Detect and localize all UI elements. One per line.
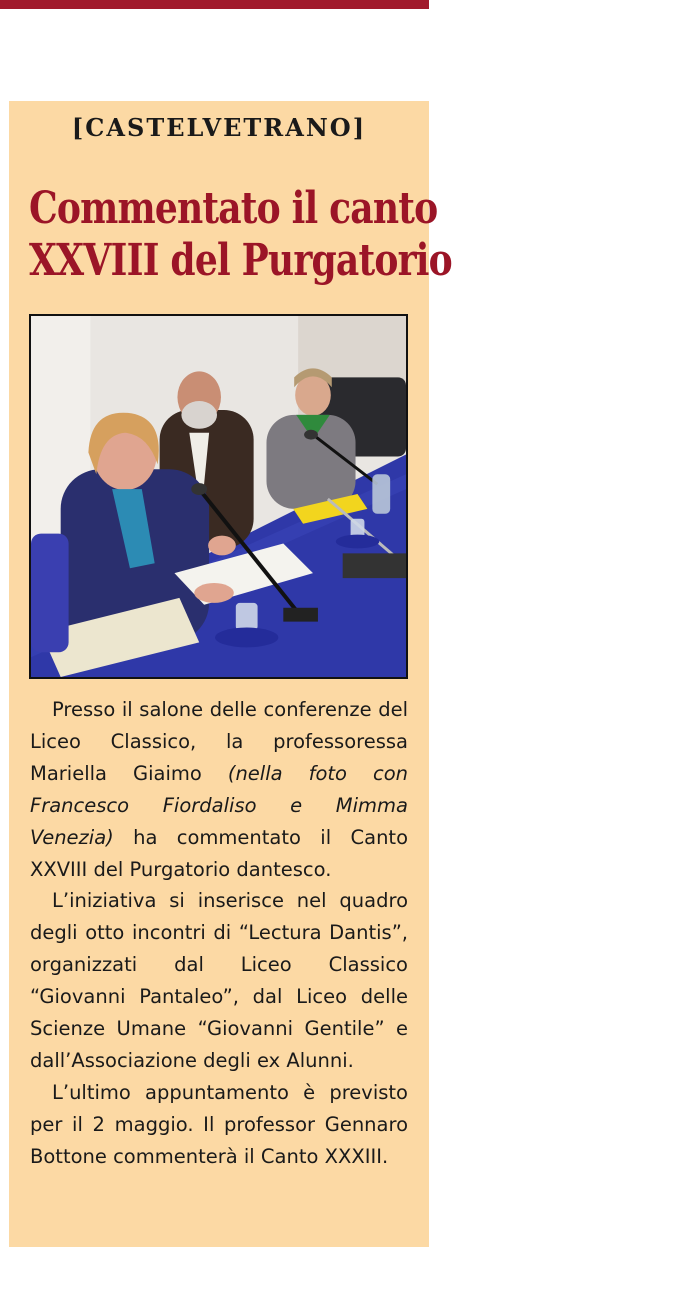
section-kicker: [CASTELVETRANO] <box>71 113 367 142</box>
article-box <box>9 101 452 1247</box>
conference-photo-icon <box>31 316 406 677</box>
top-accent-rule <box>0 0 429 9</box>
paragraph-1 <box>30 694 408 885</box>
article-body <box>30 694 408 1173</box>
paragraph-1-text-a: Presso il salone delle conferenze del Liceo Classico, la professoressa Mariella Giaimo <box>30 698 408 785</box>
headline-line-1: Commentato il canto <box>29 183 438 234</box>
paragraph-1-text-b: ha commentato il Canto XXVIII del Purgatorio dantesco. <box>30 825 408 881</box>
article-photo <box>29 314 408 679</box>
headline-line-2: XXVIII del Purgatorio <box>29 235 452 286</box>
photo-caption-italic: (nella foto con Francesco Fiordaliso e Mimma Venezia) <box>30 761 408 849</box>
article-headline <box>29 183 452 287</box>
paragraph-3: L’ultimo appuntamento è previsto per il 2 maggio. Il professor Gennaro Bottone commenterà il Canto XXXIII. <box>30 1080 408 1168</box>
paragraph-2: L’iniziativa si inserisce nel quadro degli otto incontri di “Lectura Dantis”, organizzati dal Liceo Classico “Giovanni Pantaleo”, dal Liceo delle Scienze Umane “Giovanni Gentile” e dall’Associazione degli ex Alunni. <box>30 889 408 1072</box>
